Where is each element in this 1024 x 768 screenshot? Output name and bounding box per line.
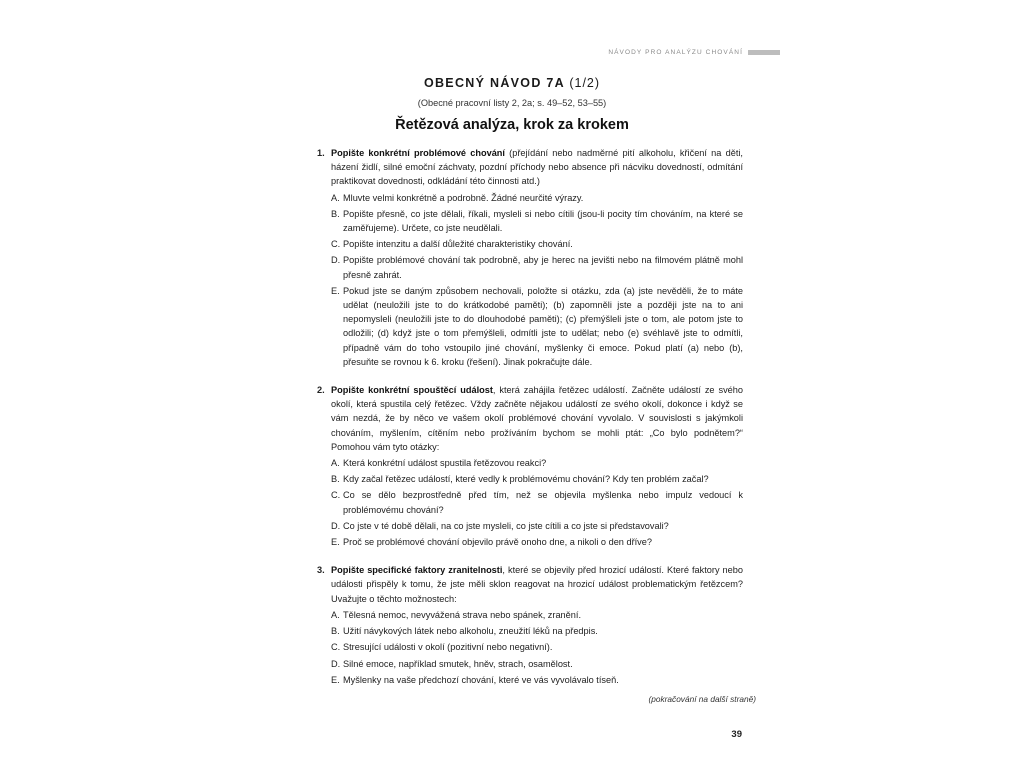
item-text: Tělesná nemoc, nevyvážená strava nebo spánek, zranění. [343, 609, 581, 620]
title-part: (1/2) [569, 76, 601, 90]
item-letter: C. [331, 239, 341, 250]
item-letter: E. [331, 537, 340, 548]
item-text: Silné emoce, například smutek, hněv, strach, osamělost. [343, 658, 573, 669]
list-item [331, 657, 743, 671]
list-item [331, 456, 743, 470]
list-item [331, 191, 743, 205]
list-item [331, 608, 743, 622]
item-text: Co jste v té době dělali, na co jste mysleli, co jste cítili a co jste si představovali? [343, 520, 669, 531]
section-intro [331, 383, 743, 454]
section-lead: Popište specifické faktory zranitelnosti [331, 565, 503, 576]
list-item [331, 535, 743, 549]
item-text: Pokud jste se daným způsobem nechovali, položte si otázku, zda (a) jste nevěděli, že to máte udělat (neuložili jste to do krátkodobé paměti); (b) zapomněli jste a později jste na to ani nepomysleli (neuložili jste to do dlouhodobé paměti); (c) přemýšleli jste o tom, ale potom jste to odložili; (d) když jste o tom přemýšleli, odmítli jste to udělat; nebo (e) svéhlavě jste to odmítli, případně vám do toho vstoupilo jiné chování, myšlenky či emoce. Pokud platí (a) nebo (b), přesuňte se rovnou k 6. kroku (řešení). Jinak pokračujte dále. [343, 285, 743, 367]
item-letter: E. [331, 674, 340, 685]
item-text: Popište přesně, co jste dělali, říkali, mysleli si nebo cítili (jsou-li pocity tím chováním, na které se zaměřujeme). Určete, co jste neudělali. [343, 208, 743, 234]
title-main: OBECNÝ NÁVOD 7A [423, 76, 565, 90]
section-number: 3. [317, 565, 325, 576]
running-head-text: NÁVODY PRO ANALÝZU CHOVÁNÍ [608, 48, 743, 56]
item-text: Stresující události v okolí (pozitivní nebo negativní). [343, 642, 553, 653]
main-content [317, 146, 743, 689]
item-letter: A. [331, 609, 340, 620]
item-letter: B. [331, 208, 340, 219]
item-text: Co se dělo bezprostředně před tím, než se objevila myšlenka nebo impulz vedoucí k problémovému chování? [343, 490, 743, 515]
section-number: 2. [317, 385, 325, 396]
item-text: Myšlenky na vaše předchozí chování, které ve vás vyvolávalo tíseň. [343, 674, 619, 685]
section-text: , které se objevily před hrozicí událostí. Které faktory nebo události přispěly k tomu, že jste měli sklon reagovat na hrozicí událost problematickým řetězcem? Uvažujte o těchto možnostech: [331, 565, 743, 604]
section-lead: Popište konkrétní problémové chování [331, 148, 505, 158]
item-text: Která konkrétní událost spustila řetězovou reakci? [343, 458, 547, 469]
section-1 [317, 146, 743, 369]
section-text: (přejídání nebo nadměrné pití alkoholu, křičení na děti, házení židlí, silné emoční záchvaty, pozdní příchody nebo absence při nácviku dovedností, odmítání praktikovat dovednosti, odkládání této činnosti atd.) [331, 148, 743, 187]
section-lead: Popište konkrétní spouštěcí událost [331, 385, 493, 396]
list-item [331, 237, 743, 251]
section-2 [317, 383, 743, 549]
item-list [331, 608, 743, 687]
item-letter: A. [331, 458, 340, 469]
list-item [331, 253, 743, 281]
continued-note: (pokračování na další straně) [648, 694, 756, 704]
section-3 [317, 563, 743, 687]
list-item [331, 488, 743, 516]
item-list [331, 456, 743, 549]
item-list [331, 191, 743, 369]
item-letter: B. [331, 474, 340, 485]
item-letter: D. [331, 658, 341, 669]
list-item [331, 519, 743, 533]
item-text: Popište intenzitu a další důležité charakteristiky chování. [343, 239, 573, 250]
subtitle: (Obecné pracovní listy 2, 2a; s. 49–52, 53–55) [417, 98, 607, 108]
list-item [331, 284, 743, 369]
item-letter: C. [331, 642, 341, 653]
section-intro [331, 146, 743, 189]
page-number: 39 [731, 729, 742, 740]
page-title [0, 76, 1024, 90]
item-letter: D. [331, 255, 341, 266]
running-head [604, 47, 780, 57]
item-letter: D. [331, 520, 341, 531]
item-text: Popište problémové chování tak podrobně, aby je herec na jevišti nebo na filmovém plátně mohl přesně zahrát. [343, 255, 743, 280]
section-heading: Řetězová analýza, krok za krokem [395, 117, 629, 133]
list-item [331, 640, 743, 654]
item-letter: A. [331, 192, 340, 203]
item-letter: C. [331, 490, 341, 501]
list-item [331, 472, 743, 486]
item-text: Proč se problémové chování objevilo právě onoho dne, a nikoli o den dříve? [343, 537, 652, 548]
item-text: Mluvte velmi konkrétně a podrobně. Žádné neurčité výrazy. [343, 192, 584, 203]
item-text: Kdy začal řetězec událostí, které vedly k problémovému chování? Kdy ten problém začal? [343, 474, 709, 485]
list-item [331, 207, 743, 235]
section-text: , která zahájila řetězec událostí. Začněte událostí ze svého okolí, která spustila celý řetězec. Vždy začněte nějakou událostí ze svého okolí, dokonce i když se vám nezdá, že by něco ve vašem okolí problémové chování vyvolalo. V souvislosti s jakýmkoli chováním, myšlením, cítěním nebo prožíváním bychom se mohli ptát: „Co bylo podnětem?“ Pomohou vám tyto otázky: [331, 385, 743, 452]
item-letter: E. [331, 285, 340, 296]
section-intro [331, 563, 743, 606]
running-head-bar [748, 50, 780, 55]
item-letter: B. [331, 626, 340, 637]
item-text: Užití návykových látek nebo alkoholu, zneužití léků na předpis. [343, 626, 598, 637]
list-item [331, 624, 743, 638]
section-number: 1. [317, 148, 325, 158]
list-item [331, 673, 743, 687]
